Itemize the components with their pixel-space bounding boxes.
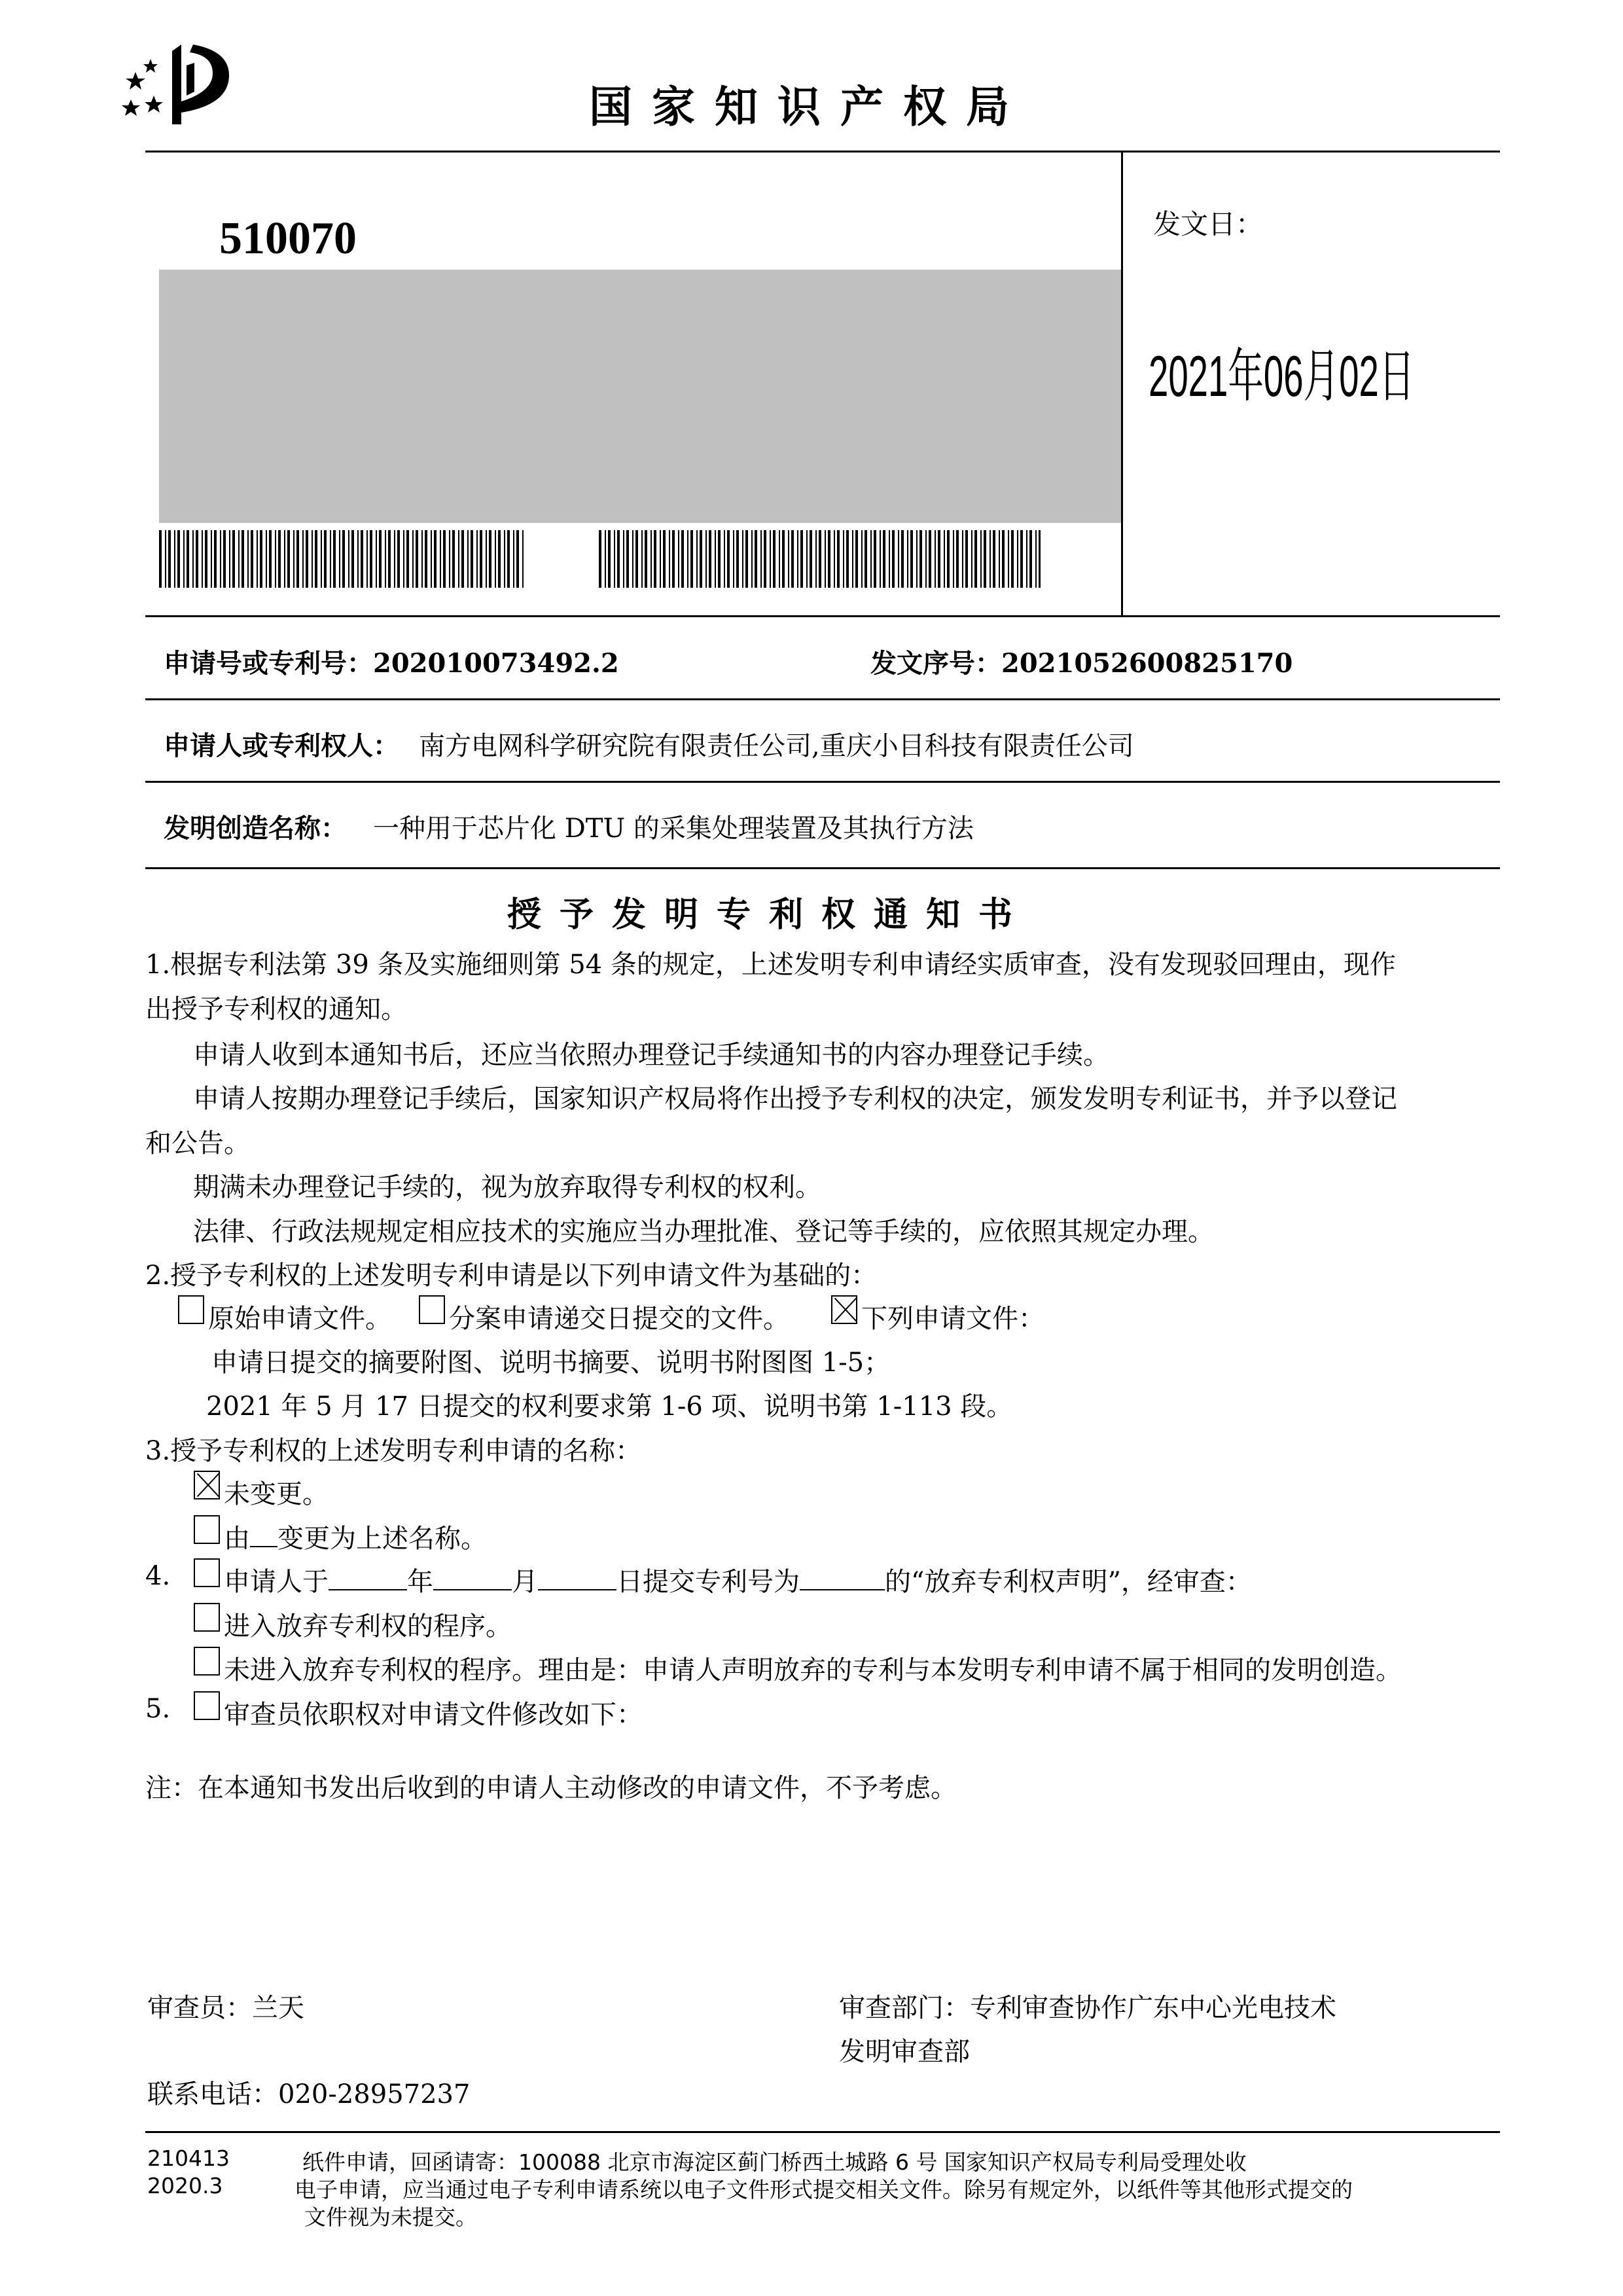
- logo-star: [145, 96, 163, 113]
- option-name-changed-suffix: 变更为上述名称。: [277, 1524, 487, 1554]
- checkbox-abandonment: [194, 1558, 220, 1587]
- section-3-heading: 3.授予专利权的上述发明专利申请的名称：: [145, 1436, 642, 1466]
- department-line-1: 审查部门：专利审查协作广东中心光电技术: [839, 1993, 1336, 2023]
- option-enter-abandonment: 进入放弃专利权的程序。: [224, 1611, 512, 1641]
- month-blank: [433, 1589, 512, 1590]
- redacted-address-block: [159, 270, 1121, 523]
- option-following-documents: 下列申请文件：: [861, 1304, 1044, 1334]
- section-4-text: [224, 1561, 1252, 1598]
- invention-name-field: [164, 808, 974, 845]
- fields-divider-3: [145, 867, 1500, 869]
- applicant-value: 南方电网科学研究院有限责任公司,重庆小目科技有限责任公司: [419, 731, 1134, 761]
- paragraph-4: 期满未办理登记手续的，视为放弃取得专利权的权利。: [193, 1172, 821, 1202]
- paragraph-2: 申请人收到本通知书后，还应当依照办理登记手续通知书的内容办理登记手续。: [193, 1040, 1109, 1070]
- postcode: 510070: [219, 213, 357, 264]
- cnipa-logo: [121, 39, 245, 131]
- header-divider: [145, 151, 1500, 152]
- checkbox-following-documents: [831, 1295, 857, 1324]
- s4-text-e: 的“放弃专利权声明”，经审查：: [885, 1567, 1252, 1597]
- logo-star: [126, 72, 145, 90]
- application-number-value: 202010073492.2: [373, 648, 619, 679]
- form-version: 2020.3: [147, 2173, 223, 2198]
- notice-title: 授予发明专利权通知书: [507, 895, 1031, 935]
- contact-phone: 联系电话：020-28957237: [147, 2079, 471, 2109]
- checkbox-original-documents: [178, 1295, 204, 1324]
- paragraph-3-line-2: 和公告。: [145, 1128, 250, 1158]
- s4-text-c: 月: [512, 1567, 538, 1597]
- checkbox-divisional-documents: [419, 1295, 445, 1324]
- logo-star: [122, 99, 140, 116]
- application-number-label: 申请号或专利号：: [164, 648, 373, 679]
- option-not-enter-abandonment: 未进入放弃专利权的程序。理由是：申请人声明放弃的专利与本发明专利申请不属于相同的发明创造。: [224, 1655, 1402, 1685]
- fields-divider-1: [145, 698, 1500, 700]
- issue-date-value: 2021年06月02日: [1149, 344, 1415, 408]
- invention-name-label: 发明创造名称：: [164, 813, 347, 844]
- year-blank: [329, 1589, 407, 1590]
- issue-date-label: 发文日：: [1153, 208, 1264, 240]
- address-divider: [145, 615, 1500, 617]
- section-4-number: 4.: [145, 1561, 171, 1591]
- name-changed-blank: [250, 1546, 277, 1547]
- checkbox-not-enter-abandonment: [194, 1647, 220, 1676]
- option-name-unchanged: 未变更。: [224, 1479, 329, 1509]
- logo-mark: [172, 45, 229, 124]
- section-5-text: 审查员依职权对申请文件修改如下：: [224, 1700, 643, 1730]
- paragraph-3-line-1: 申请人按期办理登记手续后，国家知识产权局将作出授予专利权的决定，颁发发明专利证书，并予以登记: [193, 1084, 1397, 1114]
- document-number-value: 2021052600825170: [1001, 648, 1293, 679]
- paragraph-5: 法律、行政法规规定相应技术的实施应当办理批准、登记等手续的，应依照其规定办理。: [193, 1217, 1214, 1247]
- document-number-field: [870, 643, 1293, 680]
- footer-divider: [145, 2131, 1500, 2133]
- examiner-name: 审查员：兰天: [147, 1993, 304, 2023]
- footer-line-2: 电子申请，应当通过电子专利申请系统以电子文件形式提交相关文件。除另有规定外，以纸件等其他形式提交的: [294, 2177, 1353, 2202]
- barcode-right: [599, 530, 1041, 588]
- fields-divider-2: [145, 781, 1500, 783]
- applicant-field: [164, 725, 1134, 762]
- logo-star: [143, 59, 158, 73]
- footer-line-3: 文件视为未提交。: [304, 2204, 477, 2230]
- invention-name-value: 一种用于芯片化 DTU 的采集处理装置及其执行方法: [373, 814, 974, 844]
- department-line-2: 发明审查部: [839, 2037, 970, 2067]
- application-number-field: [164, 643, 619, 680]
- day-blank: [538, 1589, 616, 1590]
- footer-line-1: 纸件申请，回函请寄：100088 北京市海淀区蓟门桥西土城路 6 号 国家知识产权局专利局受理处收: [302, 2149, 1247, 2175]
- paragraph-1-line-2: 出授予专利权的通知。: [145, 994, 407, 1024]
- section-5-number: 5.: [145, 1694, 171, 1724]
- checkbox-enter-abandonment: [194, 1603, 220, 1632]
- option-name-changed: [224, 1518, 487, 1555]
- s4-text-d: 日提交专利号为: [616, 1567, 800, 1597]
- option-divisional-documents: 分案申请递交日提交的文件。: [449, 1304, 789, 1334]
- patent-number-blank: [800, 1589, 885, 1590]
- following-documents-detail-1: 申请日提交的摘要附图、说明书摘要、说明书附图图 1-5；: [211, 1348, 891, 1378]
- s4-text-b: 年: [407, 1567, 433, 1597]
- section-2-heading: 2.授予专利权的上述发明专利申请是以下列申请文件为基础的：: [145, 1261, 878, 1291]
- checkbox-name-unchanged: [194, 1471, 220, 1499]
- following-documents-detail-2: 2021 年 5 月 17 日提交的权利要求第 1-6 项、说明书第 1-113 段。: [206, 1391, 1013, 1422]
- option-original-documents: 原始申请文件。: [208, 1304, 391, 1334]
- form-code: 210413: [147, 2145, 230, 2171]
- s4-text-a: 申请人于: [224, 1567, 329, 1597]
- notice-note: 注：在本通知书发出后收到的申请人主动修改的申请文件，不予考虑。: [145, 1773, 957, 1803]
- barcode-left: [159, 530, 526, 588]
- checkbox-examiner-modification: [194, 1691, 220, 1720]
- office-name: 国家知识产权局: [589, 82, 1029, 132]
- applicant-label: 申请人或专利权人：: [164, 730, 399, 761]
- date-column-divider: [1121, 151, 1123, 617]
- paragraph-1-line-1: 1.根据专利法第 39 条及实施细则第 54 条的规定，上述发明专利申请经实质审查，没有发现驳回理由，现作: [145, 950, 1396, 980]
- document-number-label: 发文序号：: [870, 648, 1001, 679]
- option-name-changed-prefix: 由: [224, 1524, 250, 1554]
- checkbox-name-changed: [194, 1515, 220, 1544]
